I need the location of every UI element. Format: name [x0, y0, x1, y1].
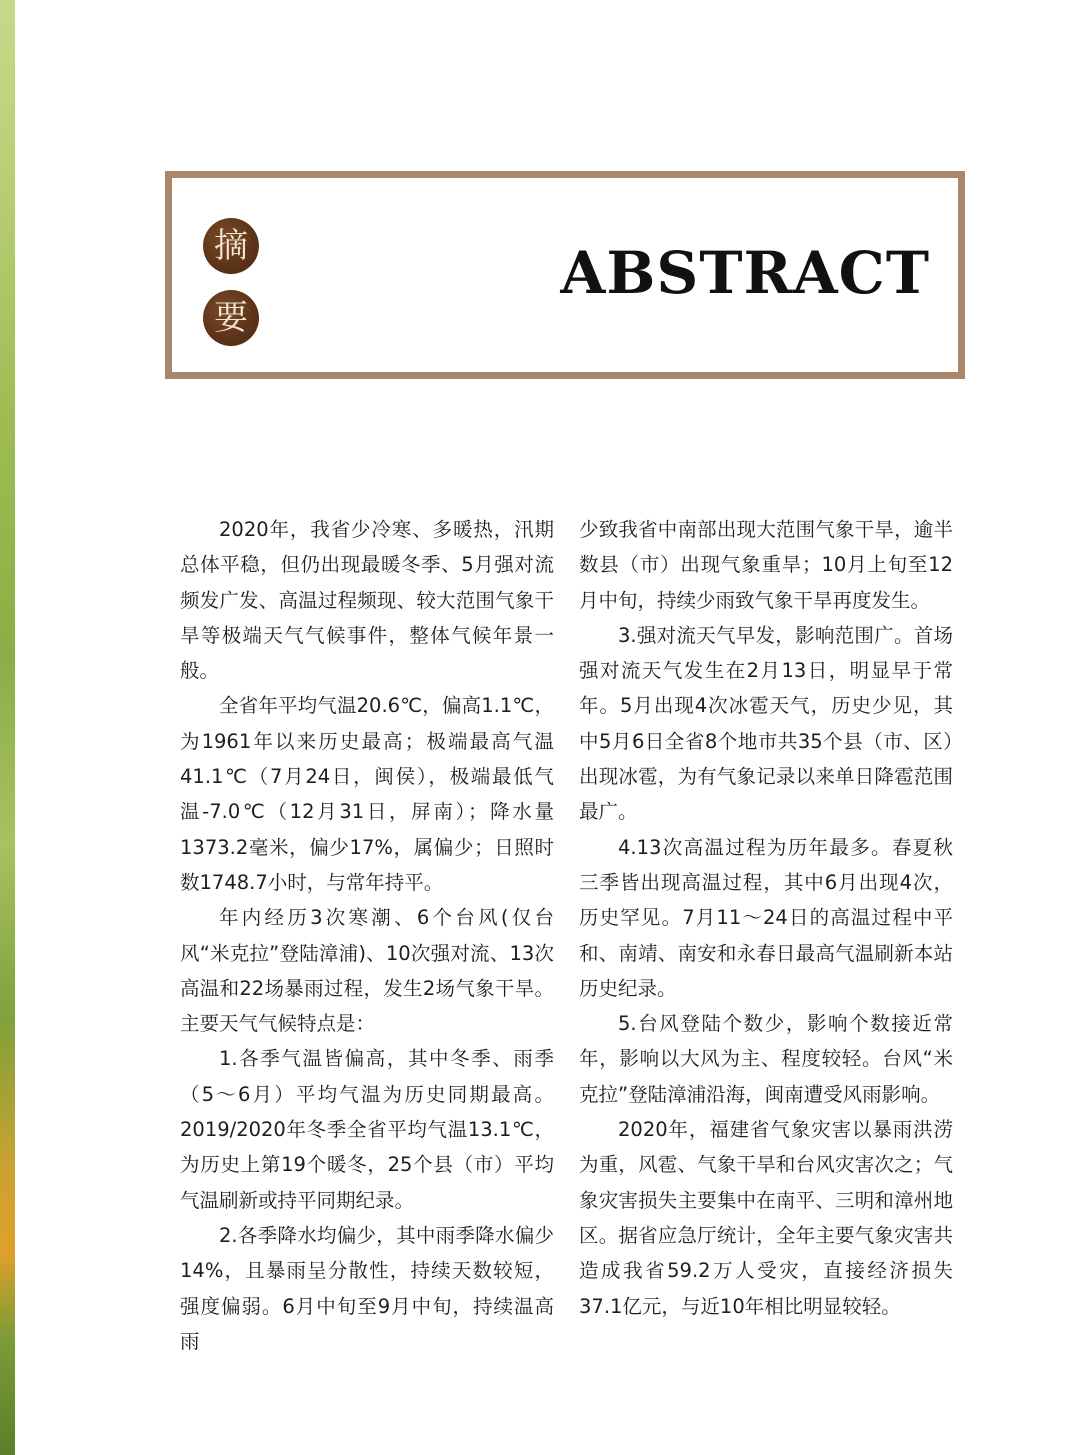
paragraph: 1.各季气温皆偏高，其中冬季、雨季（5～6月）平均气温为历史同期最高。2019/2020年冬季全省平均气温13.1℃，为历史上第19个暖冬，25个县（市）平均气温刷新或持平同期纪录。 — [180, 1047, 554, 1212]
paragraph: 3.强对流天气早发，影响范围广。首场强对流天气发生在2月13日，明显早于常年。5月出现4次冰雹天气，历史少见，其中5月6日全省8个地市共35个县（市、区）出现冰雹，为有气象记录以来单日降雹范围最广。 — [579, 623, 953, 824]
page-title: ABSTRACT — [560, 239, 930, 307]
paragraph: 全省年平均气温20.6℃，偏高1.1℃，为1961年以来历史最高；极端最高气温41.1℃（7月24日，闽侯），极端最低气温-7.0℃（12月31日，屏南）；降水量1373.2毫米，偏少17%，属偏少；日照时数1748.7小时，与常年持平。 — [180, 694, 554, 894]
seal-char-zhai: 摘 — [203, 218, 259, 274]
paragraph: 5.台风登陆个数少，影响个数接近常年，影响以大风为主、程度较轻。台风“米克拉”登陆漳浦沿海，闽南遭受风雨影响。 — [579, 1012, 953, 1106]
seal-char-yao: 要 — [203, 290, 259, 346]
paragraph-continued: 少致我省中南部出现大范围气象干旱，逾半数县（市）出现气象重旱；10月上旬至12月中旬，持续少雨致气象干旱再度发生。 — [579, 518, 953, 612]
paragraph: 2.各季降水均偏少，其中雨季降水偏少14%，且暴雨呈分散性，持续天数较短，强度偏弱。6月中旬至9月中旬，持续温高雨 — [180, 1223, 554, 1353]
paragraph: 4.13次高温过程为历年最多。春夏秋三季皆出现高温过程，其中6月出现4次，历史罕见。7月11～24日的高温过程中平和、南靖、南安和永春日最高气温刷新本站历史纪录。 — [579, 835, 953, 1000]
decorative-nature-strip — [0, 0, 15, 1455]
right-text-column — [579, 512, 953, 1324]
left-text-column — [180, 512, 554, 1359]
paragraph: 2020年，福建省气象灾害以暴雨洪涝为重，风雹、气象干旱和台风灾害次之；气象灾害损失主要集中在南平、三明和漳州地区。据省应急厅统计，全年主要气象灾害共造成我省59.2万人受灾，直接经济损失37.1亿元，与近10年相比明显较轻。 — [579, 1118, 953, 1318]
paragraph: 2020年，我省少冷寒、多暖热，汛期总体平稳，但仍出现最暖冬季、5月强对流频发广发、高温过程频现、较大范围气象干旱等极端天气气候事件，整体气候年景一般。 — [180, 518, 554, 683]
paragraph: 年内经历3次寒潮、6个台风(仅台风“米克拉”登陆漳浦)、10次强对流、13次高温和22场暴雨过程，发生2场气象干旱。主要天气气候特点是： — [180, 906, 554, 1036]
